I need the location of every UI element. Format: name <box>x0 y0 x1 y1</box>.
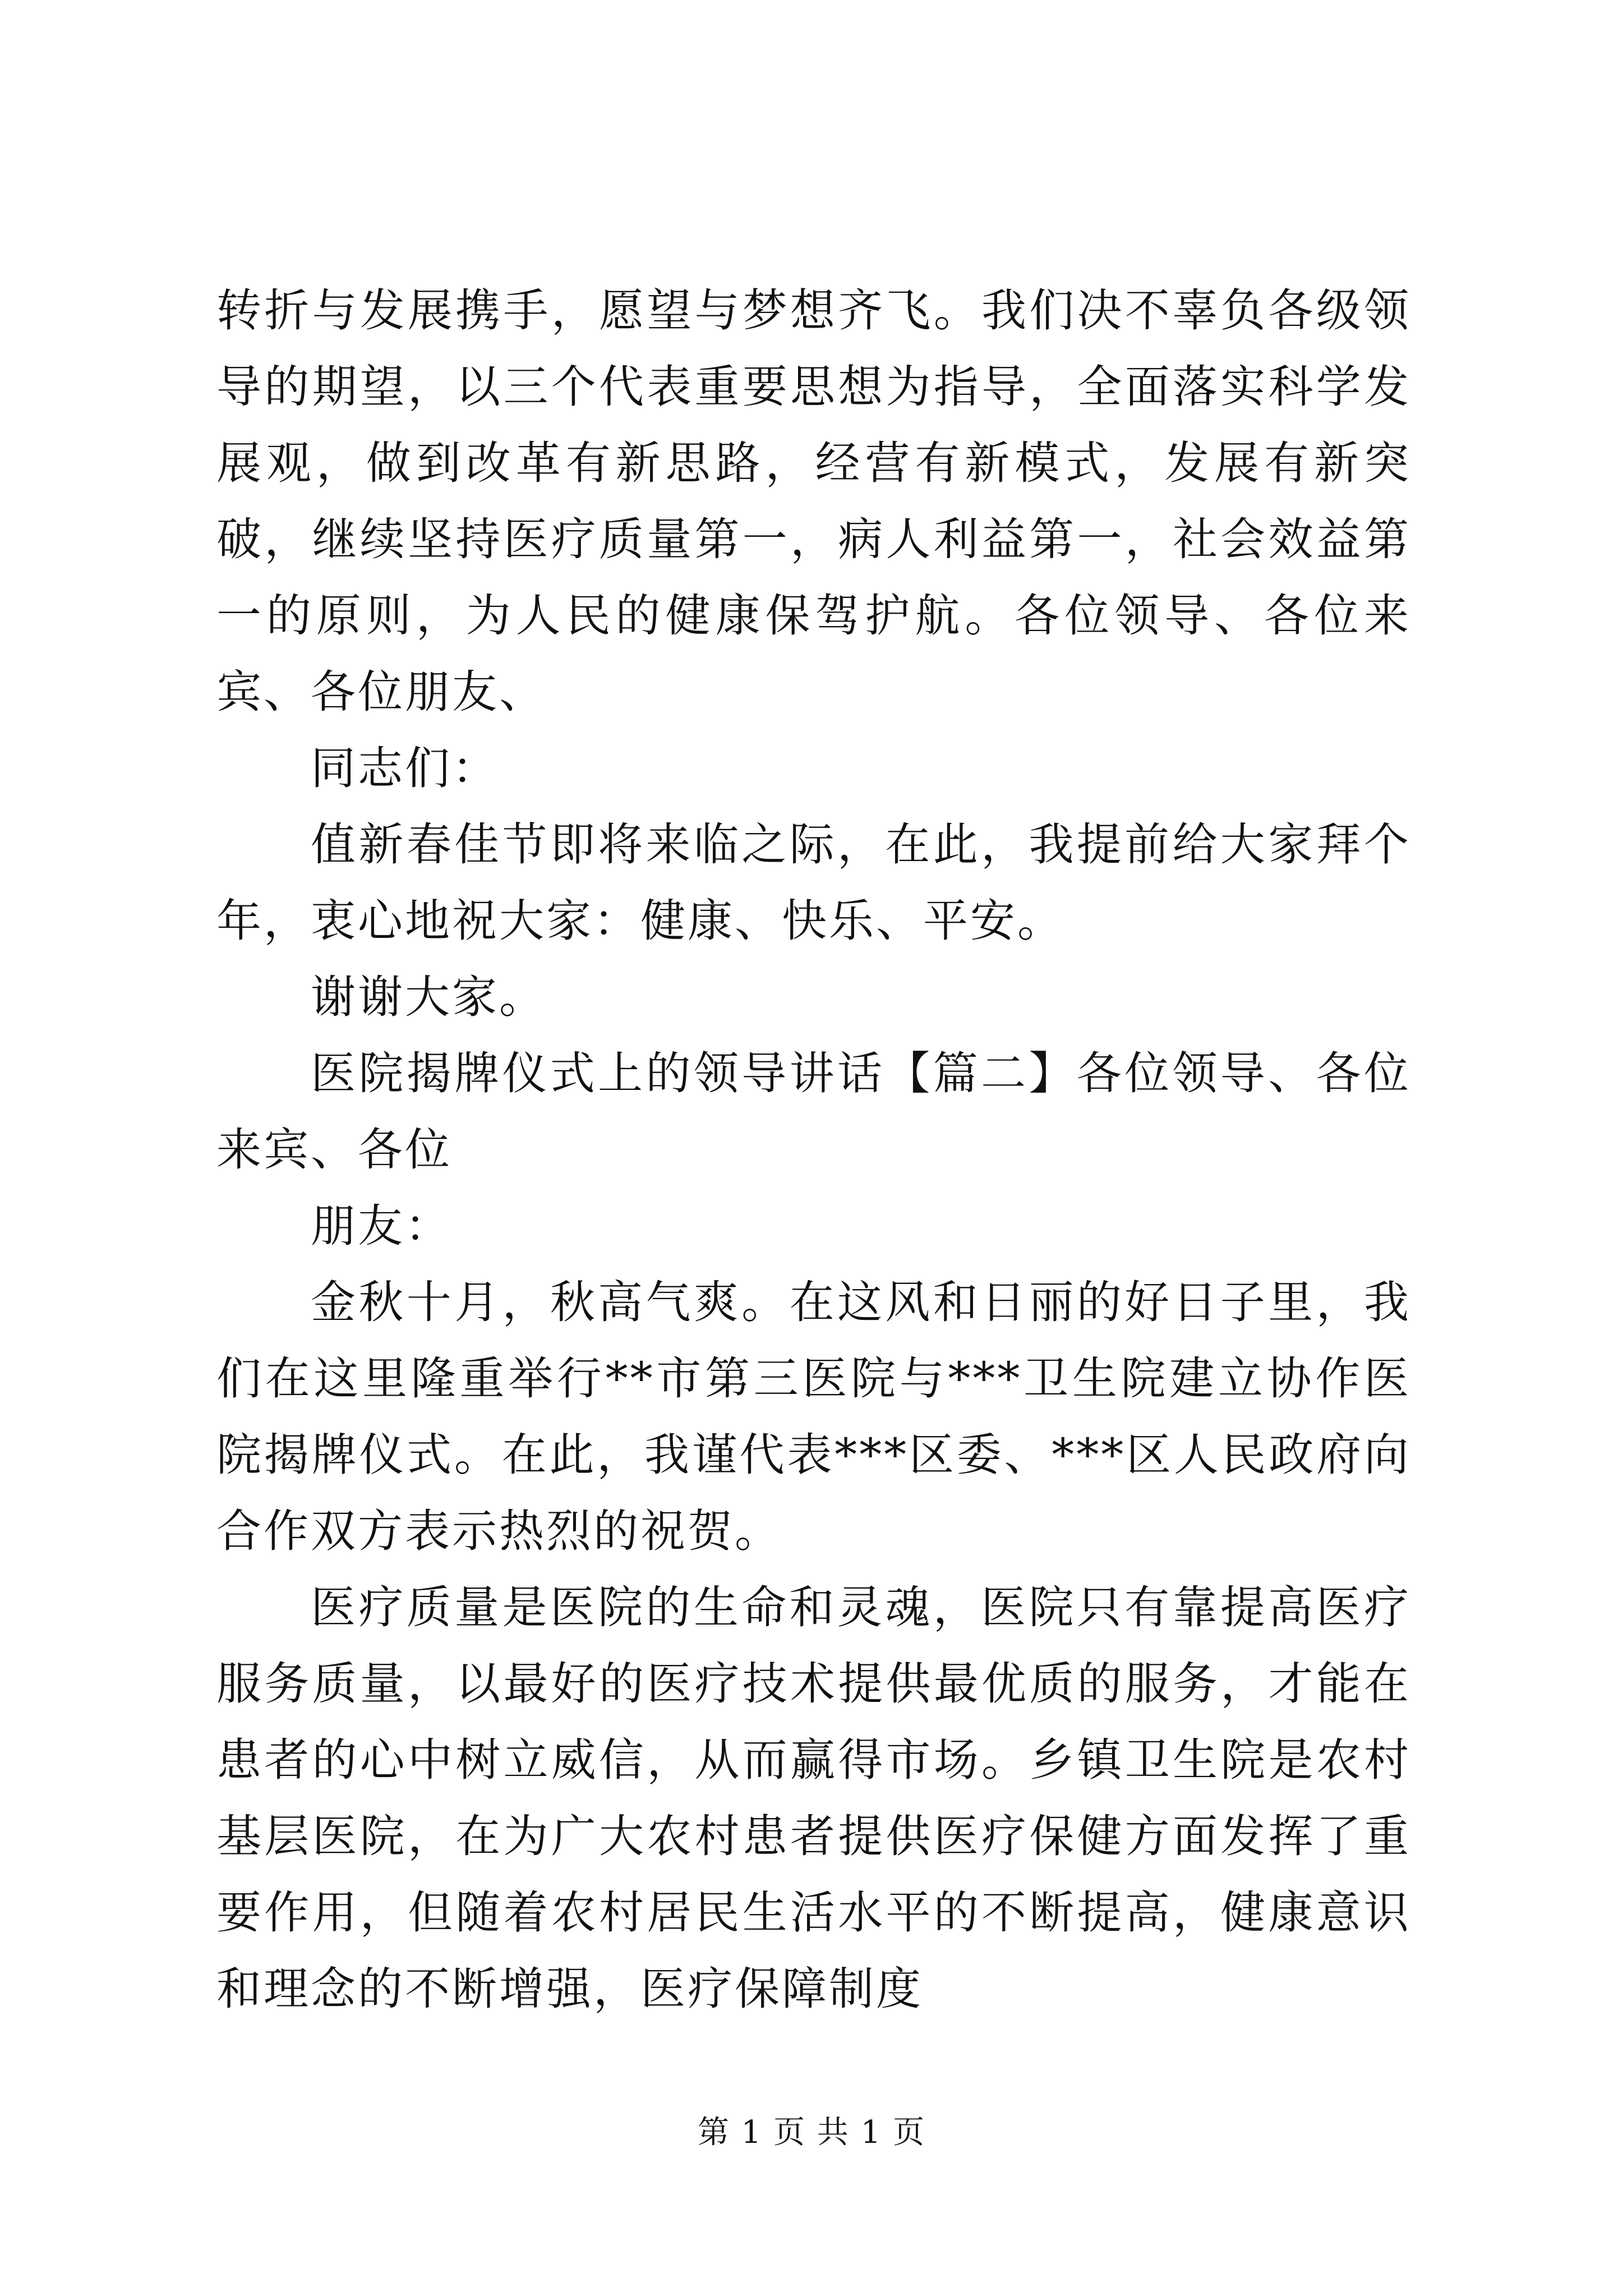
paragraph-8: 医疗质量是医院的生命和灵魂，医院只有靠提高医疗服务质量，以最好的医疗技术提供最优质的服务，才能在患者的心中树立威信，从而赢得市场。乡镇卫生院是农村基层医院，在为广大农村患者提供医疗保健方面发挥了重要作用，但随着农村居民生活水平的不断提高，健康意识和理念的不断增强，医疗保障制度 <box>216 1581 1411 2015</box>
paragraph-5: 医院揭牌仪式上的领导讲话【篇二】各位领导、各位来宾、各位 <box>216 1047 1411 1176</box>
paragraph-6: 朋友： <box>311 1200 452 1252</box>
paragraph-2: 同志们： <box>311 742 499 794</box>
paragraph-3: 值新春佳节即将来临之际，在此，我提前给大家拜个年，衷心地祝大家：健康、快乐、平安。 <box>216 818 1411 947</box>
document-body <box>216 273 1411 2027</box>
paragraph-4: 谢谢大家。 <box>311 971 546 1023</box>
paragraph-1: 转折与发展携手，愿望与梦想齐飞。我们决不辜负各级领导的期望，以三个代表重要思想为指导，全面落实科学发展观，做到改革有新思路，经营有新模式，发展有新突破，继续坚持医疗质量第一，病人利益第一，社会效益第一的原则，为人民的健康保驾护航。各位领导、各位来宾、各位朋友、 <box>216 284 1411 718</box>
paragraph-7: 金秋十月，秋高气爽。在这风和日丽的好日子里，我们在这里隆重举行**市第三医院与***卫生院建立协作医院揭牌仪式。在此，我谨代表***区委、***区人民政府向合作双方表示热烈的祝贺。 <box>216 1276 1411 1557</box>
page-footer: 第 1 页 共 1 页 <box>697 2114 926 2151</box>
